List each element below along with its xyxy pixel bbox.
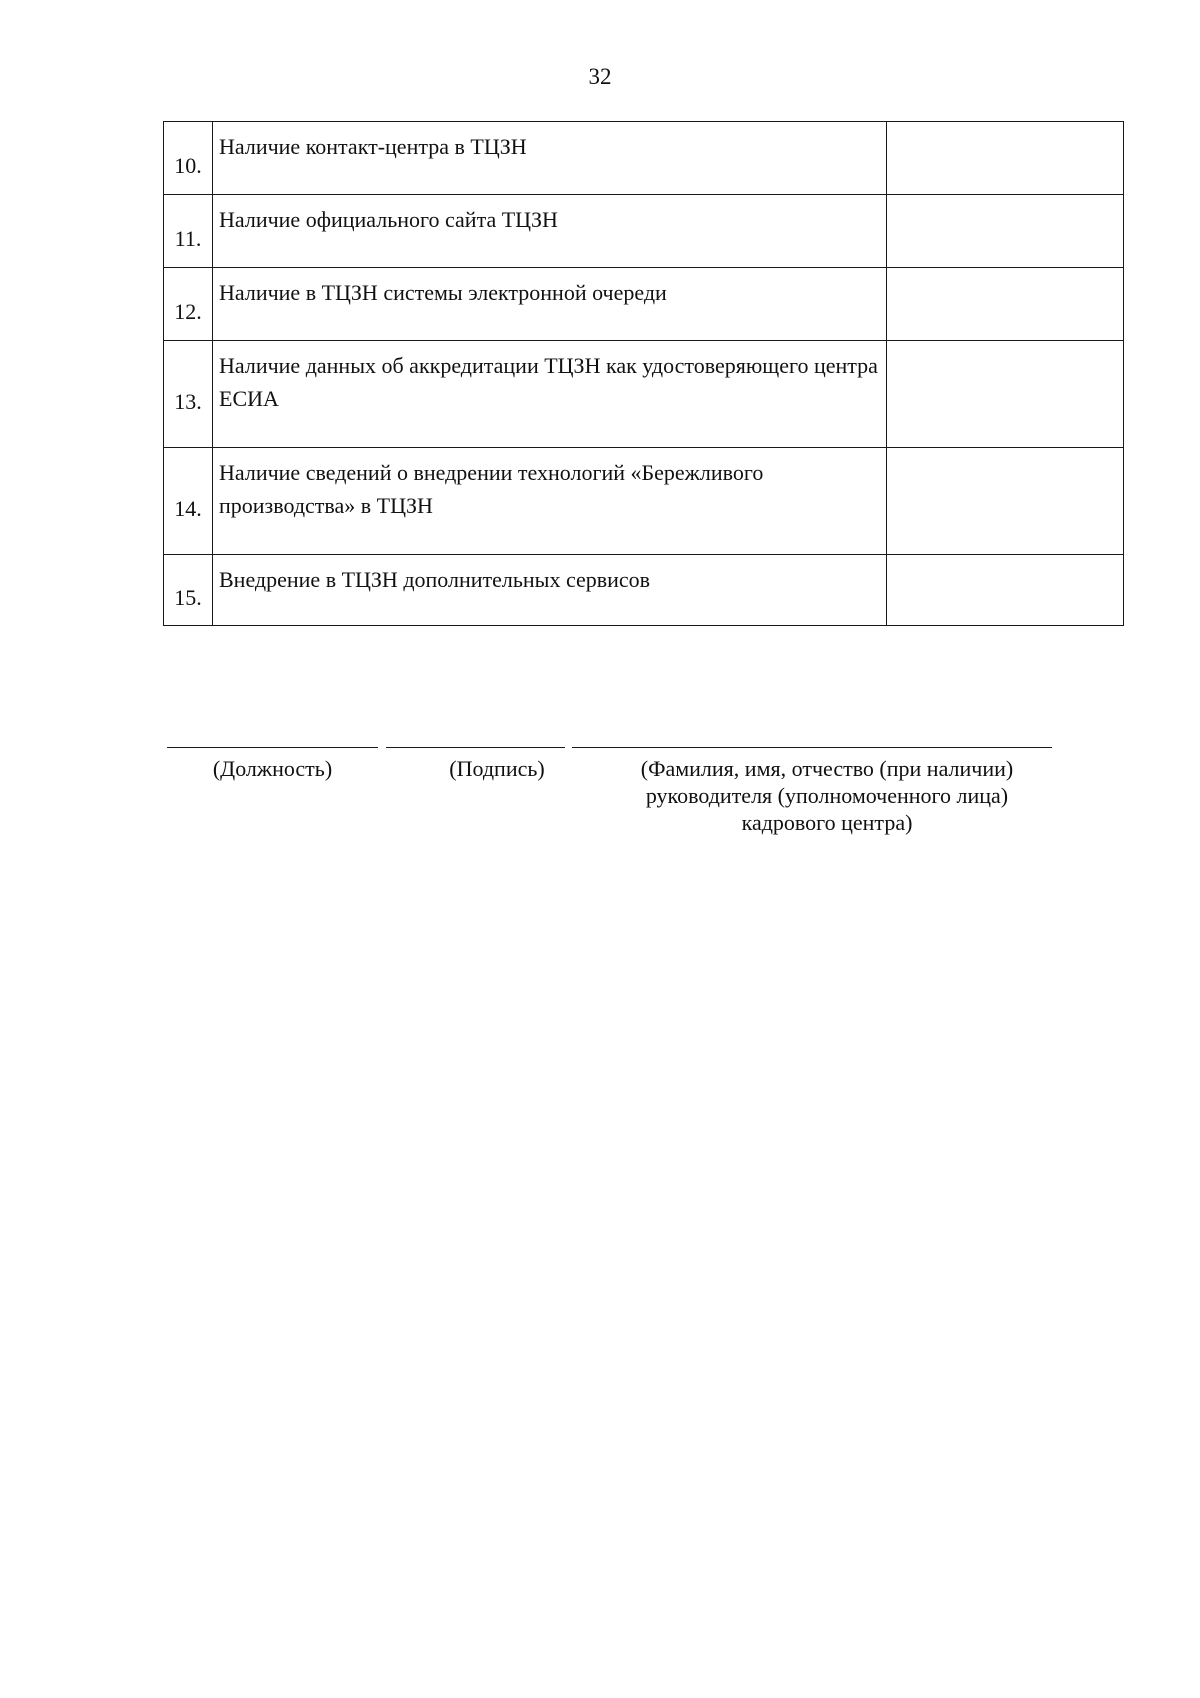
row-value-cell — [887, 122, 1124, 195]
table-row — [164, 555, 1124, 626]
row-criterion: Внедрение в ТЦЗН дополнительных сервисов — [213, 555, 887, 626]
name-label-line1: (Фамилия, имя, отчество (при наличии) — [640, 756, 1014, 781]
row-number: 10. — [164, 122, 213, 195]
row-number: 15. — [164, 555, 213, 626]
row-value-cell — [887, 341, 1124, 448]
row-criterion: Наличие контакт-центра в ТЦЗН — [213, 122, 887, 195]
table-row — [164, 122, 1124, 195]
name-line — [572, 747, 1052, 748]
row-number: 12. — [164, 268, 213, 341]
position-line — [167, 747, 378, 748]
row-value-cell — [887, 268, 1124, 341]
signature-line — [386, 747, 565, 748]
row-value-cell — [887, 448, 1124, 555]
table-row — [164, 195, 1124, 268]
row-number: 13. — [164, 341, 213, 448]
row-value-cell — [887, 555, 1124, 626]
name-label — [607, 755, 1047, 836]
criteria-table — [163, 121, 1124, 626]
signature-label: (Подпись) — [449, 756, 545, 781]
row-criterion: Наличие официального сайта ТЦЗН — [213, 195, 887, 268]
row-number: 11. — [164, 195, 213, 268]
row-criterion: Наличие сведений о внедрении технологий «Бережливого производства» в ТЦЗН — [213, 448, 887, 555]
row-value-cell — [887, 195, 1124, 268]
page-number: 32 — [588, 64, 612, 89]
table-row — [164, 341, 1124, 448]
row-criterion: Наличие в ТЦЗН системы электронной очереди — [213, 268, 887, 341]
table-row — [164, 448, 1124, 555]
row-number: 14. — [164, 448, 213, 555]
row-criterion: Наличие данных об аккредитации ТЦЗН как удостоверяющего центра ЕСИА — [213, 341, 887, 448]
table-row — [164, 268, 1124, 341]
name-label-line2: руководителя (уполномоченного лица) — [645, 783, 1009, 808]
position-label: (Должность) — [212, 756, 333, 781]
signature-block — [167, 747, 1067, 857]
name-label-line3: кадрового центра) — [741, 810, 913, 835]
